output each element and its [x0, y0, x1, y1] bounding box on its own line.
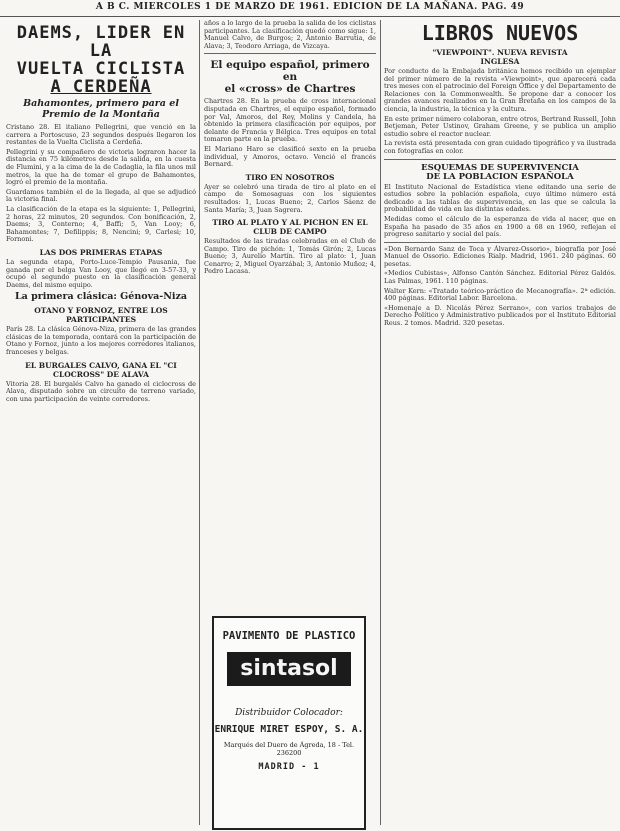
middle-headline	[204, 59, 376, 95]
section-heading	[384, 164, 616, 182]
book-listing: «Homenaje a D. Nicolás Pérez Serrano», con varios trabajos de Derecho Político y Administrativo publicados por el Instituto Editorial Reus. 2 tomos. Madrid. 320 pesetas.	[384, 303, 616, 328]
article-paragraph: La revista está presentada con gran cuidado tipográfico y va ilustrada con fotografías en color.	[384, 139, 616, 155]
headline-line: DAEMS, LIDER EN LA	[16, 23, 186, 61]
sintasol-advertisement	[212, 616, 366, 830]
section-line: TIRO AL PLATO Y AL PICHON EN EL	[212, 218, 368, 228]
section-line: PARTICIPANTES	[65, 315, 137, 325]
article-paragraph: En este primer número colaboran, entre otros, Bertrand Russell, John Betjeman, Peter Ustinov, Graham Greene, y se publica un amplio estudio sobre el reactor nuclear.	[384, 114, 616, 138]
article-paragraph: El Mariano Haro se clasificó sexto en la prueba individual, y Amoros, octavo. Venció el francés Bernard.	[204, 144, 376, 169]
section-line: DE LA POBLACION ESPAÑOLA	[426, 171, 574, 182]
section-heading: LAS DOS PRIMERAS ETAPAS	[39, 247, 163, 257]
page-header: A B C. MIERCOLES 1 DE MARZO DE 1961. EDICION DE LA MAÑANA. PAG. 49	[0, 2, 620, 17]
article-paragraph: Cristano 28. El italiano Pellegrini, que venció en la carrera a Portoscuso, 23 segundos después llegaron los restantes de la Vuelta Ciclista a Cerdeña.	[6, 123, 196, 147]
article-paragraph: Ayer se celebró una tirada de tiro al plato en el campo de Somosaguas con los siguientes resultados: 1, Lucas Bueno; 2, Carlos Sáenz de Santa María; 3, Juan Sagrera.	[204, 182, 376, 214]
ad-company: ENRIQUE MIRET ESPOY, S. A.	[214, 724, 364, 735]
divider	[384, 242, 616, 243]
divider	[204, 53, 376, 54]
subhead-line: "VIEWPOINT". NUEVA REVISTA	[432, 48, 568, 57]
article-paragraph: La clasificación de la etapa es la siguiente: 1, Pellegrini, 2 horas, 22 minutos, 20 segundos. Con bonificación, 2, Daems; 3, Conterno; 4, Baffi; 5, Van Looy; 6, Bahamontes; 7, Defilippis; 8, Nencini; 9, Carlesi; 10, Fornoni.	[6, 204, 196, 244]
divider	[384, 159, 616, 160]
section-heading	[6, 306, 196, 324]
left-subhead	[6, 98, 196, 120]
article-paragraph: Pellegrini y su compañero de victoria lograron hacer la distancia en 75 kilómetros desde la salida, en la cuesta de Flumini, y a la cima de la de Cadaglia, la fila unos mil metros, la que ha de tomar el grupo de Bahamontes, logró el premio de la montaña.	[6, 147, 196, 187]
ad-title: PAVIMENTO DE PLASTICO	[222, 630, 356, 642]
left-headline	[6, 24, 196, 96]
book-listing: Walter Kern: «Tratado teórico-práctico de Mecanografía». 2ª edición. 400 páginas. Editorial Labor. Barcelona.	[384, 286, 616, 303]
column-rule-2	[380, 20, 381, 825]
article-paragraph: Guardamos también el de la llegada, al que se adjudicó la victoria final.	[6, 187, 196, 204]
ad-brand-logo: sintasol	[227, 652, 351, 686]
section-line: EL BURGALES CALVO, GANA EL "CI	[25, 360, 177, 370]
article-paragraph: Vitoria 28. El burgalés Calvo ha ganado el ciclocross de Alava, disputado sobre un circuito de terreno variado, con una participación de veinte corredores.	[6, 379, 196, 403]
subhead-line: Bahamontes, primero para el	[23, 98, 179, 109]
section-heading: TIRO EN NOSOTROS	[245, 172, 335, 182]
headline-line: A CERDEÑA	[50, 77, 152, 97]
right-subhead	[384, 48, 616, 66]
article-paragraph: Chartres 28. En la prueba de cross internacional disputada en Chartres, el equipo español, formado por Val, Amoros, del Rey, Molins y Candela, ha obtenido la primera clasificación por equipos, por delante de Francia y Bélgica. Tres equipos en total tomaron parte en la prueba.	[204, 97, 376, 144]
article-paragraph: La segunda etapa, Porto-Luce-Tempio Pausania, fue ganada por el belga Van Looy, que llegó en 3-57-33, y ocupó el segundo puesto en la clasificación general Daems, del mismo equipo.	[6, 257, 196, 289]
section-line: CLUB DE CAMPO	[253, 227, 327, 237]
ad-city: MADRID - 1	[258, 762, 320, 772]
ad-distributor-label: Distribuidor Colocador:	[235, 708, 343, 718]
section-line: OTANO Y FORNOZ, ENTRE LOS	[34, 306, 168, 316]
article-paragraph: El Instituto Nacional de Estadística viene editando una serie de estudios sobre la población española, cuyo último número está dedicado a las tablas de supervivencia, en las que se calcula la probabilidad de vida en las distintas edades.	[384, 182, 616, 214]
right-headline: LIBROS NUEVOS	[421, 21, 579, 45]
section-line: CLOCROSS" DE ALAVA	[53, 369, 149, 379]
right-column	[384, 20, 616, 831]
article-paragraph: París 28. La clásica Génova-Niza, primera de las grandes clásicas de la temporada, contará con la participación de Otano y Fornoz, junto a los mejores corredores italianos, franceses y belgas.	[6, 325, 196, 357]
left-column	[6, 20, 196, 831]
section-heading: La primera clásica: Génova-Niza	[14, 291, 188, 303]
book-listing: «Medios Cubistas», Alfonso Cantón Sánchez. Editorial Pérez Galdós. Las Palmas, 1961. 110 páginas.	[384, 269, 616, 286]
section-heading	[204, 218, 376, 236]
headline-line: el «cross» de Chartres	[224, 83, 356, 96]
article-paragraph: años a lo largo de la prueba la salida de los ciclistas participantes. La clasificación quedó como sigue: 1, Manuel Calvo, de Burgos; 2, Antonio Barrutia, de Alava; 3, Teodoro Arriaga, de Vizcaya.	[204, 20, 376, 50]
ad-address: Marqués del Duero de Ágreda, 18 - Tel. 236200	[223, 741, 355, 757]
headline-line: El equipo español, primero en	[210, 59, 370, 84]
article-paragraph: Medidas como el cálculo de la esperanza de vida al nacer, que en España ha pasado de 35 años en 1900 a 68 en 1960, reflejan el progreso sanitario y social del país.	[384, 214, 616, 239]
article-paragraph: Por conducto de la Embajada británica hemos recibido un ejemplar del primer número de la revista «Viewpoint», que aparecerá cada tres meses con el patrocinio del Foreign Office y del Departamento de Relaciones con la Commonwealth. Se propone dar a conocer los grandes avances realizados en la Gran Bretaña en los campos de la ciencia, la industria, la técnica y la cultura.	[384, 67, 616, 113]
article-paragraph: Resultados de las tiradas celebradas en el Club de Campo. Tiro de pichón: 1, Tomás Girón; 2, Lucas Bueno; 3, Aurelio Martín. Tiro al plato: 1, Juan Cenarro; 2, Miguel Oyarzábal; 3, Antonio Muñoz; 4, Pedro Lacasa.	[204, 237, 376, 276]
book-listing: «Don Bernardo Sanz de Toca y Álvarez-Ossorio», biografía por José Manuel de Ossorio. Ediciones Rialp. Madrid, 1961. 240 páginas. 60 pesetas.	[384, 244, 616, 268]
subhead-line: Premio de la Montaña	[42, 109, 160, 120]
section-heading	[6, 361, 196, 379]
headline-line: VUELTA CICLISTA	[16, 59, 186, 79]
section-line: ESQUEMAS DE SUPERVIVENCIA	[421, 162, 579, 173]
column-rule-1	[199, 20, 200, 825]
subhead-line: INGLESA	[480, 57, 520, 66]
